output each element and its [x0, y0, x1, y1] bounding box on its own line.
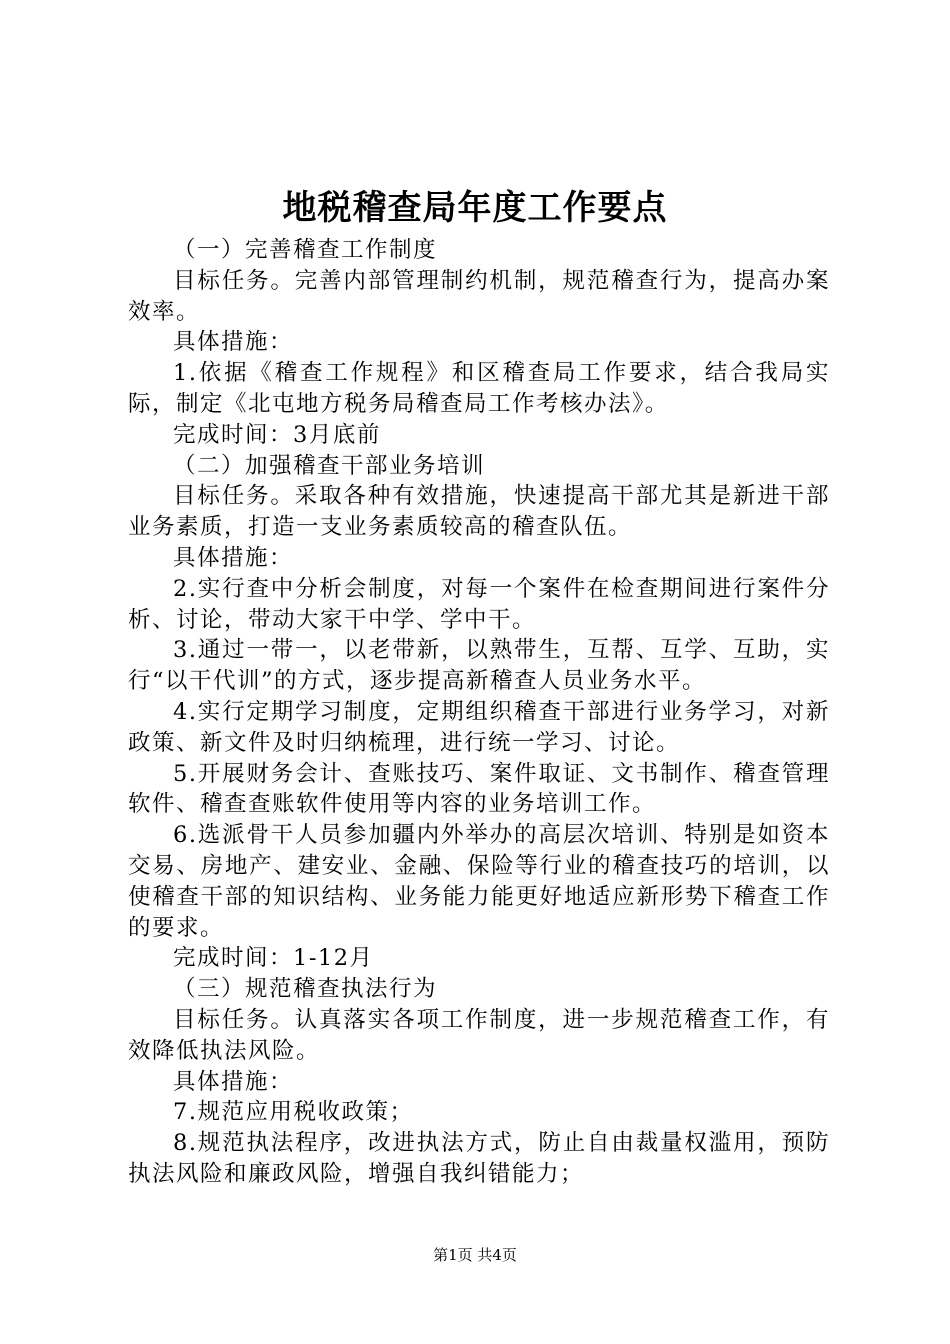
- paragraph: 3.通过一带一，以老带新，以熟带生，互帮、互学、互助，实行“以干代训”的方式，逐步提高新稽查人员业务水平。: [128, 637, 830, 695]
- page-footer: 第1页 共4页: [433, 1246, 517, 1264]
- paragraph: 目标任务。完善内部管理制约机制，规范稽查行为，提高办案效率。: [128, 267, 830, 325]
- paragraph: 6.选派骨干人员参加疆内外举办的高层次培训、特别是如资本交易、房地产、建安业、金融、保险等行业的稽查技巧的培训，以使稽查干部的知识结构、业务能力能更好地适应新形势下稽查工作的要求。: [128, 822, 830, 941]
- paragraph: 2.实行查中分析会制度，对每一个案件在检查期间进行案件分析、讨论，带动大家干中学、学中干。: [128, 575, 830, 633]
- paragraph: 8.规范执法程序，改进执法方式，防止自由裁量权滥用，预防执法风险和廉政风险，增强自我纠错能力；: [128, 1130, 830, 1187]
- paragraph: 完成时间：3月底前: [173, 421, 381, 448]
- document-title: 地税稽查局年度工作要点: [282, 188, 668, 228]
- section-heading-1: （一）完善稽查工作制度: [173, 237, 438, 263]
- paragraph: 具体措施：: [173, 329, 294, 356]
- section-heading-3: （三）规范稽查执法行为: [173, 976, 438, 1003]
- paragraph: 完成时间：1-12月: [173, 945, 374, 972]
- paragraph: 7.规范应用税收政策；: [173, 1099, 414, 1126]
- paragraph: 具体措施：: [173, 544, 294, 571]
- section-heading-2: （二）加强稽查干部业务培训: [173, 452, 486, 479]
- paragraph: 具体措施：: [173, 1068, 294, 1095]
- paragraph: 1.依据《稽查工作规程》和区稽查局工作要求，结合我局实际，制定《北屯地方税务局稽查局工作考核办法》。: [128, 360, 830, 417]
- document-body: [128, 235, 830, 1190]
- paragraph: 目标任务。采取各种有效措施，快速提高干部尤其是新进干部业务素质，打造一支业务素质较高的稽查队伍。: [128, 483, 830, 541]
- paragraph: 4.实行定期学习制度，定期组织稽查干部进行业务学习，对新政策、新文件及时归纳梳理，进行统一学习、讨论。: [128, 698, 830, 756]
- paragraph: 目标任务。认真落实各项工作制度，进一步规范稽查工作，有效降低执法风险。: [128, 1006, 830, 1064]
- paragraph: 5.开展财务会计、查账技巧、案件取证、文书制作、稽查管理软件、稽查查账软件使用等内容的业务培训工作。: [128, 760, 830, 818]
